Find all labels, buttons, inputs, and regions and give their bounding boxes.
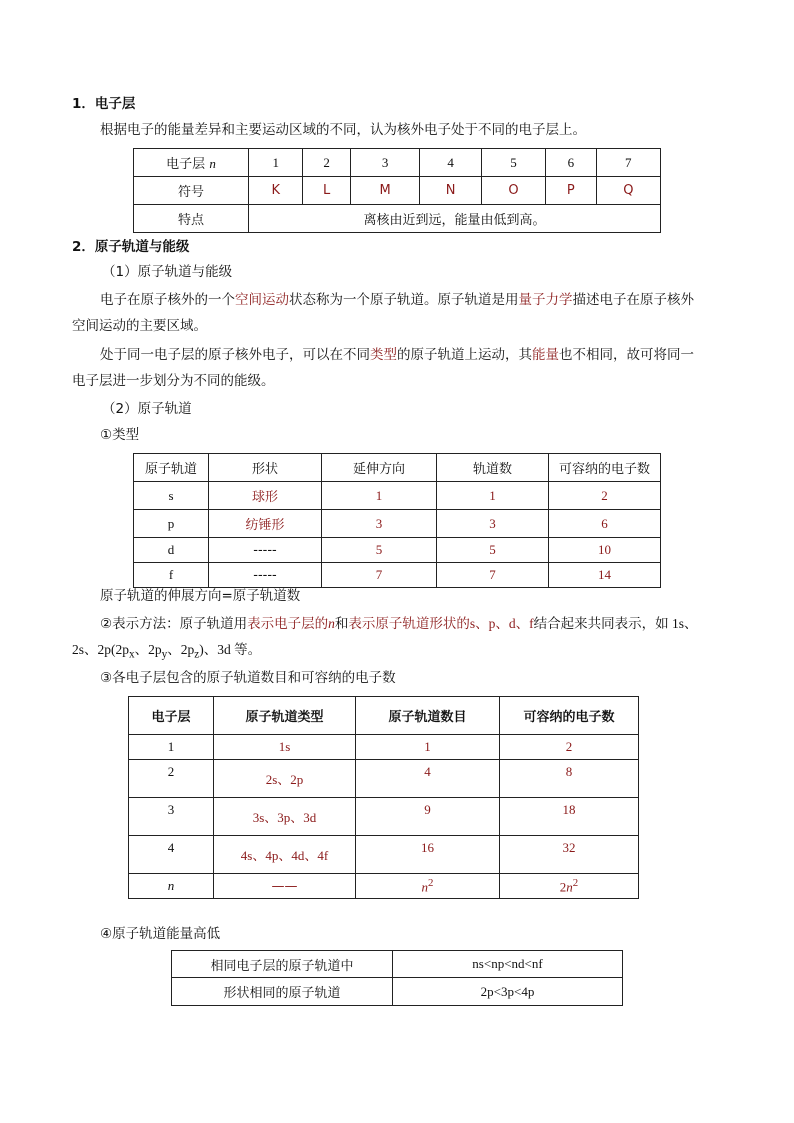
- paragraph-2-line-2: 电子层进一步划分为不同的能级。: [72, 373, 275, 389]
- section-1-title: 电子层: [94, 96, 136, 112]
- type-heading: ①类型: [100, 427, 140, 443]
- shell-number-cell: 5: [481, 149, 545, 177]
- symbol-row-label: 符号: [134, 177, 249, 205]
- shell-row-label: 电子层 n: [134, 149, 249, 177]
- section-1-number: 1．: [72, 96, 95, 112]
- table-header: 可容纳的电子数: [549, 454, 661, 482]
- table-header: 原子轨道: [134, 454, 209, 482]
- term-energy: 能量: [532, 347, 559, 363]
- energy-heading: ④原子轨道能量高低: [100, 926, 221, 942]
- table-header: 延伸方向: [322, 454, 437, 482]
- shell-symbol-cell: P: [546, 177, 597, 205]
- table-row: f ----- 7 7 14: [134, 563, 661, 588]
- paragraph-2-line-1: 处于同一电子层的原子核外电子，可以在不同类型的原子轨道上运动，其能量也不相同，故可将同一: [100, 347, 694, 363]
- notation-line-2: 2s、$2p(2p_x$、$2p_y$、$2p_z$)、3d 等。: [72, 642, 262, 661]
- table-row: 2 2s、2p 4 8: [129, 760, 639, 798]
- energy-row-value: ns<np<nd<nf: [393, 951, 623, 978]
- type-note: 原子轨道的伸展方向=原子轨道数: [100, 588, 301, 604]
- orbital-energy-table: [171, 950, 623, 1006]
- section-1-heading: [72, 94, 135, 114]
- table-header: 原子轨道数目: [356, 697, 500, 735]
- table-row: d ----- 5 5 10: [134, 538, 661, 563]
- energy-row-value: 2p<3p<4p: [393, 978, 623, 1006]
- section-2-number: 2．: [72, 239, 95, 255]
- paragraph-1-line-1: 电子在原子核外的一个空间运动状态称为一个原子轨道。原子轨道是用量子力学描述电子在原子核外: [100, 292, 694, 308]
- subsection-2-title: （2）原子轨道: [102, 401, 192, 417]
- count-heading: ③各电子层包含的原子轨道数目和可容纳的电子数: [100, 670, 396, 686]
- shell-symbol-cell: O: [481, 177, 545, 205]
- table-row: s 球形 1 1 2: [134, 482, 661, 510]
- orbital-count-table: [128, 696, 639, 899]
- subsection-1-title: （1）原子轨道与能级: [102, 264, 233, 280]
- feature-row-label: 特点: [134, 205, 249, 233]
- shell-symbol-cell: M: [350, 177, 420, 205]
- section-1-intro: 根据电子的能量差异和主要运动区域的不同，认为核外电子处于不同的电子层上。: [100, 122, 586, 138]
- shell-symbol-cell: K: [249, 177, 303, 205]
- table-header: 原子轨道类型: [214, 697, 356, 735]
- table-header: 电子层: [129, 697, 214, 735]
- energy-row-label: 相同电子层的原子轨道中: [172, 951, 393, 978]
- table-row: n —— $n^2$ $2n^2$: [129, 874, 639, 899]
- electron-shell-table: [133, 148, 661, 233]
- shell-symbol-cell: N: [420, 177, 481, 205]
- feature-cell: 离核由近到远，能量由低到高。: [249, 205, 661, 233]
- table-header: 形状: [209, 454, 322, 482]
- term-quantum-mechanics: 量子力学: [518, 292, 573, 308]
- orbital-type-table: [133, 453, 661, 588]
- term-type: 类型: [370, 347, 397, 363]
- table-header: 可容纳的电子数: [500, 697, 639, 735]
- energy-row-label: 形状相同的原子轨道: [172, 978, 393, 1006]
- section-2-title: 原子轨道与能级: [94, 239, 190, 255]
- section-2-heading: [72, 237, 189, 257]
- shell-symbol-cell: Q: [596, 177, 660, 205]
- table-header: 轨道数: [437, 454, 549, 482]
- table-row: p 纺锤形 3 3 6: [134, 510, 661, 538]
- paragraph-1-line-2: 空间运动的主要区域。: [72, 318, 207, 334]
- term-space-motion: 空间运动: [235, 292, 289, 308]
- shell-number-cell: 4: [420, 149, 481, 177]
- shell-number-cell: 1: [249, 149, 303, 177]
- table-row: 3 3s、3p、3d 9 18: [129, 798, 639, 836]
- table-row: 4 4s、4p、4d、4f 16 32: [129, 836, 639, 874]
- shell-symbol-cell: L: [303, 177, 350, 205]
- shell-number-cell: 3: [350, 149, 420, 177]
- shell-number-cell: 7: [596, 149, 660, 177]
- notation-line-1: ②表示方法：原子轨道用表示电子层的n和表示原子轨道形状的s、p、d、f结合起来共同表示，如 1s、: [100, 616, 698, 632]
- table-row: 1 1s 1 2: [129, 735, 639, 760]
- shell-number-cell: 2: [303, 149, 350, 177]
- shell-number-cell: 6: [546, 149, 597, 177]
